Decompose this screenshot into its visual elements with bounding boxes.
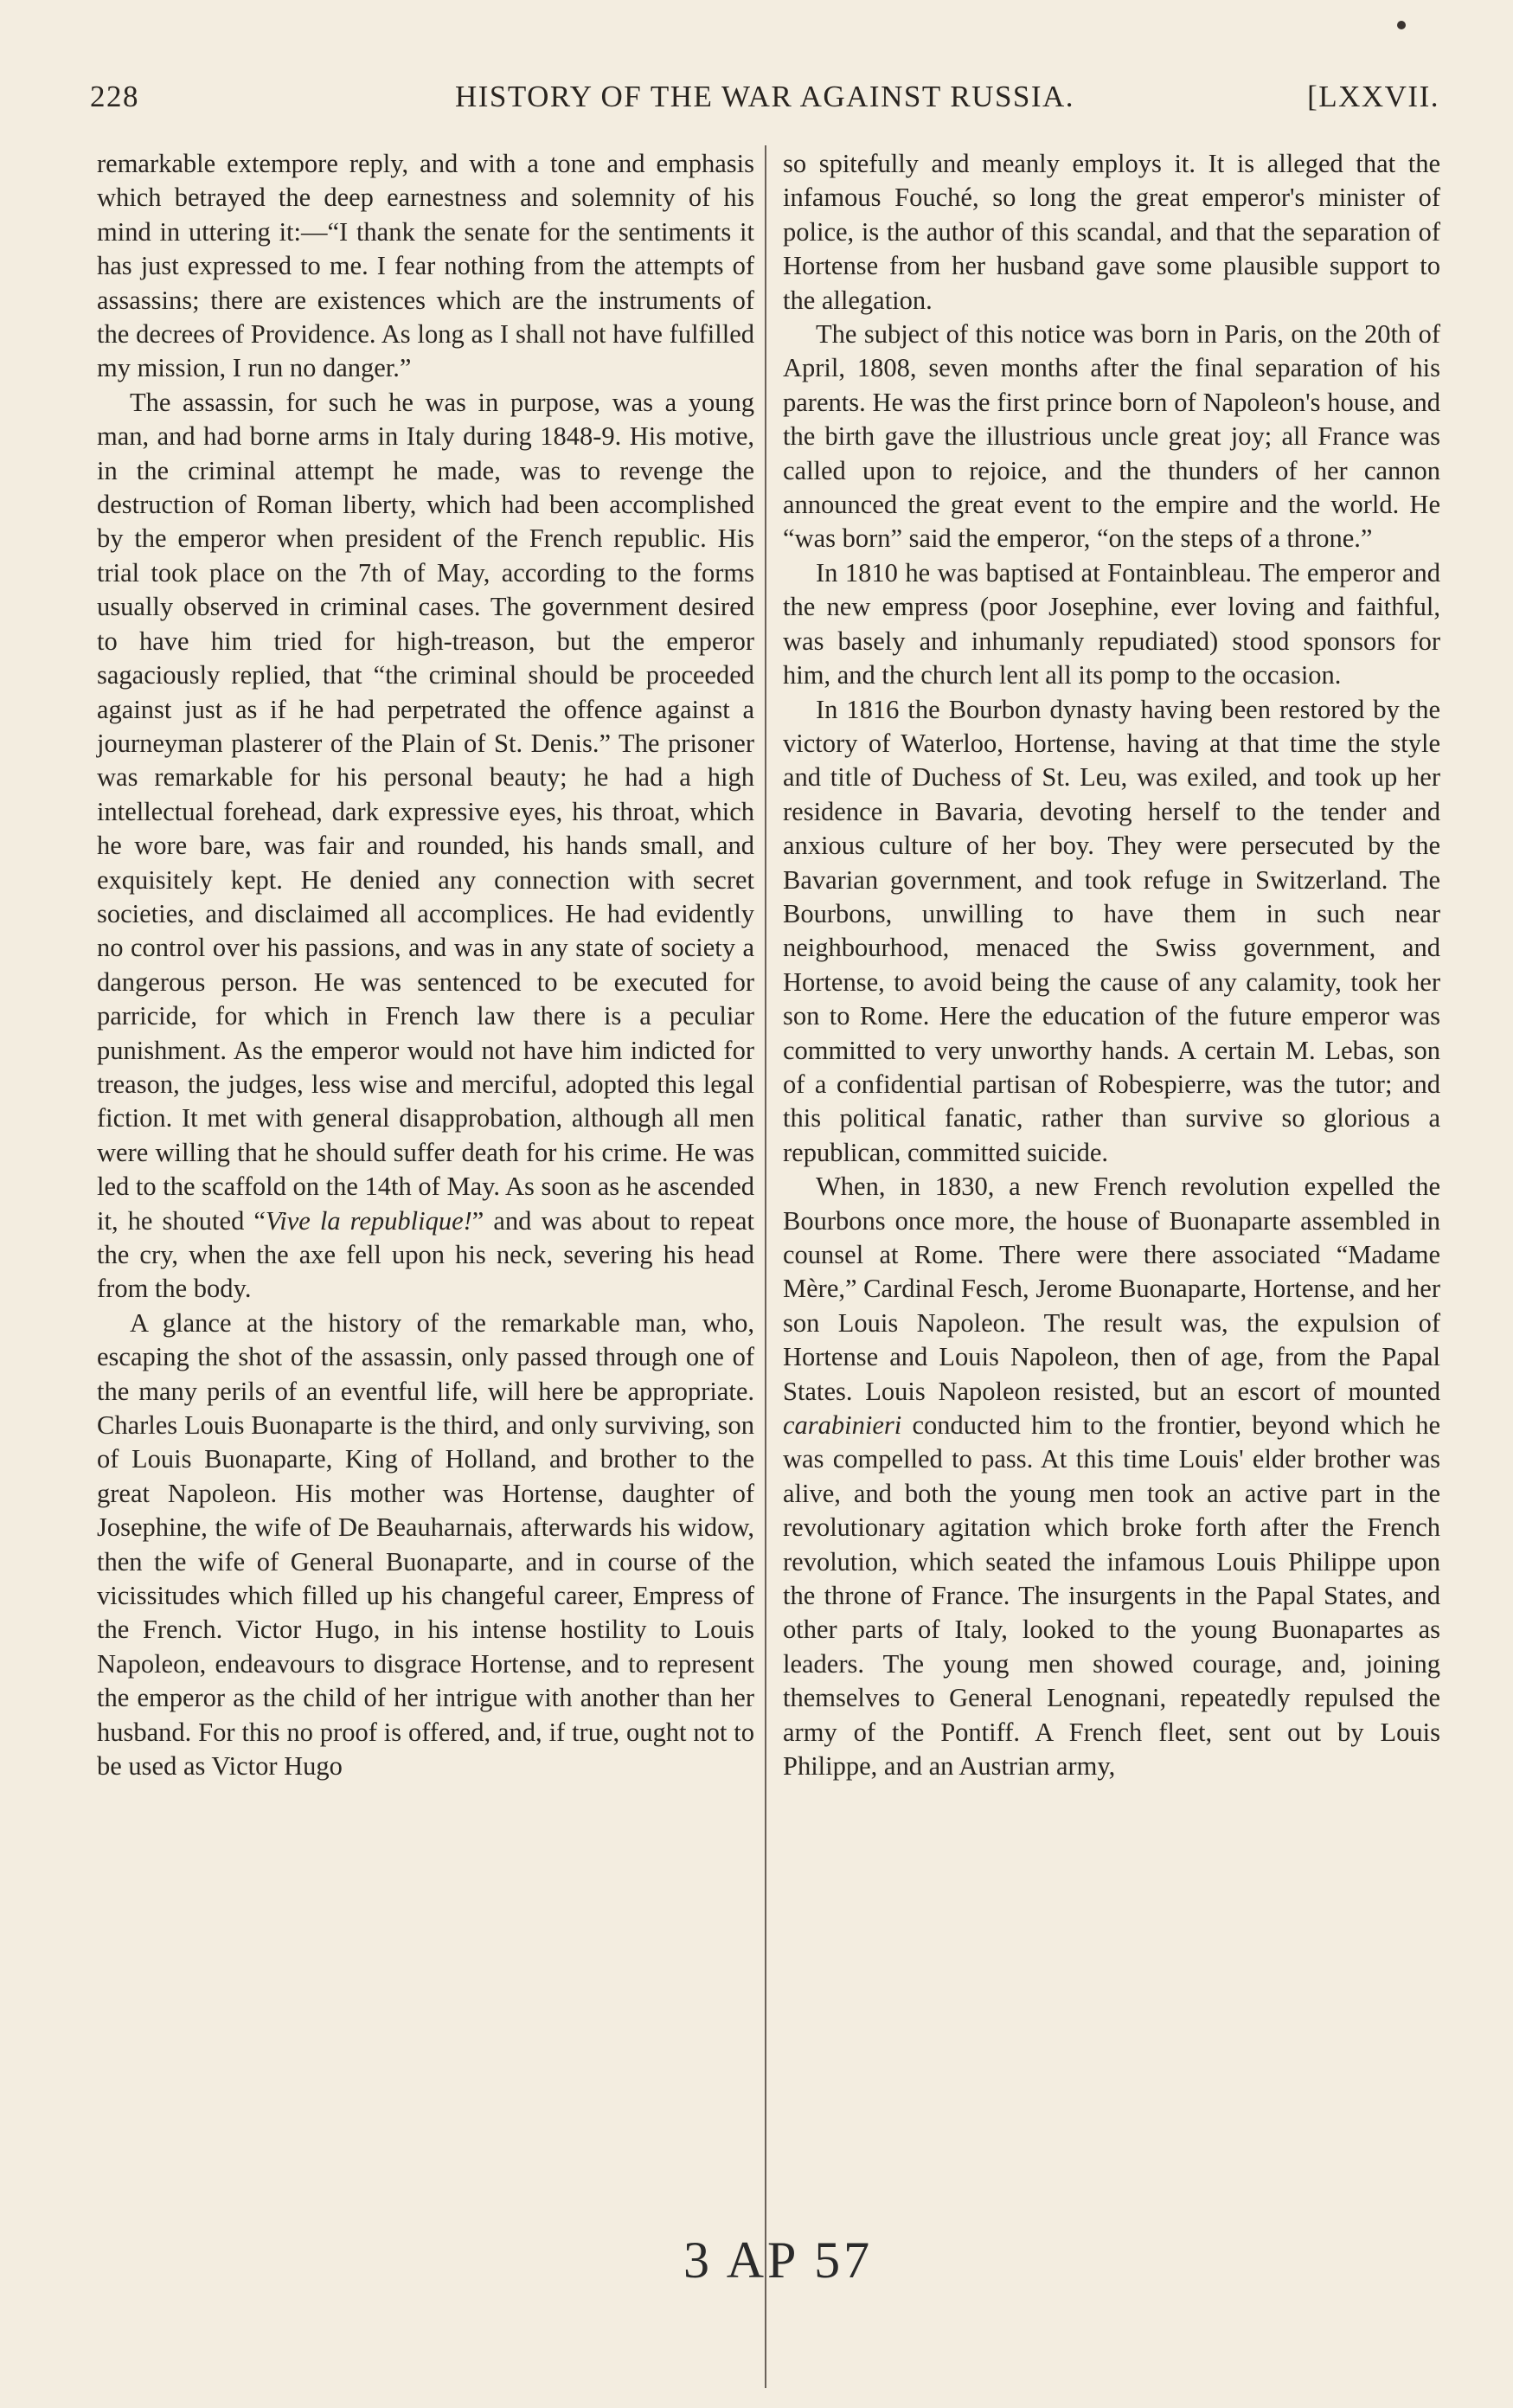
text-run: conducted him to the frontier, beyond which he was compelled to pass. At this time Louis' elder brother was alive, and both the young men took an active part in the revolutionary agitation which broke forth after the French revolution, which seated the infamous Louis Philippe upon the throne of France. The insurgents in the Papal States, and other parts of Italy, looked to the young Buonapartes as leaders. The young men showed courage, and, joining themselves to General Lenognani, repeatedly repulsed the army of the Pontiff. A French fleet, sent out by Louis Philippe, and an Austrian army, (783, 1410, 1440, 1782)
column-divider (765, 145, 766, 2388)
paragraph: A glance at the history of the remarkable man, who, escaping the shot of the assassin, only passed through one of the many perils of an eventful life, will here be appropriate. Charles Louis Buonaparte is the third, and only surviving, son of Louis Buonaparte, King of Holland, and brother to the great Napoleon. His mother was Hortense, daughter of Josephine, the wife of De Beauharnais, afterwards his widow, then the wife of General Buonaparte, and in course of the vicissitudes which filled up his changeful career, Empress of the French. Victor Hugo, in his intense hostility to Louis Napoleon, endeavours to disgrace Hortense, and to represent the emperor as the child of her intrigue with another than her husband. For this no proof is offered, and, if true, ought not to be used as Victor Hugo (97, 1307, 754, 1782)
text-run: When, in 1830, a new French revolution expelled the Bourbons once more, the house of Buonaparte assembled in counsel at Rome. There were there associated “Madame Mère,” Cardinal Fesch, Jerome Buonaparte, Hortense, and her son Louis Napoleon. The result was, the expulsion of Hortense and Louis Napoleon, then of age, from the Papal States. Louis Napoleon resisted, but an escort of mounted (783, 1172, 1440, 1406)
running-header (90, 80, 1439, 123)
italic-text: Vive la republique! (265, 1205, 472, 1236)
page-number: 228 (90, 80, 139, 113)
text-run: ” and was about to repeat the cry, when the axe fell upon his neck, severing his head from the body. (97, 1205, 754, 1304)
running-title: HISTORY OF THE WAR AGAINST RUSSIA. (454, 80, 1075, 113)
paragraph: In 1810 he was baptised at Fontainbleau. The emperor and the new empress (poor Josephine, ever loving and faithful, was basely and inhumanly repudiated) stood sponsors for him, and the church lent all its pomp to the occasion. (783, 557, 1440, 690)
paragraph: remarkable extempore reply, and with a tone and emphasis which betrayed the deep earnestness and solemnity of his mind in uttering it:—“I thank the senate for the sentiments it has just expressed to me. I fear nothing from the attempts of assassins; there are existences which are the instruments of the decrees of Providence. As long as I shall not have fulfilled my mission, I run no danger.” (97, 149, 754, 383)
ink-dot (1397, 21, 1406, 29)
right-column (783, 147, 1440, 1784)
paragraph: In 1816 the Bourbon dynasty having been restored by the victory of Waterloo, Hortense, having at that time the style and title of Duchess of St. Leu, was exiled, and took up her residence in Bavaria, devoting herself to the tender and anxious culture of her boy. They were persecuted by the Bavarian government, and took refuge in Switzerland. The Bourbons, unwilling to have them in such near neighbourhood, menaced the Swiss government, and Hortense, to avoid being the cause of any calamity, took her son to Rome. Here the education of the future emperor was committed to very unworthy hands. A certain M. Lebas, son of a confidential partisan of Robespierre, was the tutor; and this political fanatic, rather than survive so glorious a republican, committed suicide. (783, 694, 1440, 1167)
left-column (97, 147, 754, 1784)
paragraph: The subject of this notice was born in Paris, on the 20th of April, 1808, seven months after the final separation of his parents. He was the first prince born of Napoleon's house, and the birth gave the illustrious uncle great joy; all France was called upon to rejoice, and the thunders of her cannon announced the great event to the empire and the world. He “was born” said the emperor, “on the steps of a throne.” (783, 319, 1440, 554)
italic-text: carabinieri (783, 1410, 902, 1441)
paragraph: so spitefully and meanly employs it. It is alleged that the infamous Fouché, so long the great emperor's minister of police, is the author of this scandal, and that the separation of Hortense from her husband gave some plausible support to the allegation. (783, 149, 1440, 315)
text-run: The assassin, for such he was in purpose, was a young man, and had borne arms in Italy during 1848-9. His motive, in the criminal attempt he made, was to revenge the destruction of Roman liberty, which had been accomplished by the emperor when president of the French republic. His trial took place on the 7th of May, according to the forms usually observed in criminal cases. The government desired to have him tried for high-treason, but the emperor sagaciously replied, that “the criminal should be proceeded against just as if he had perpetrated the offence against a journeyman plasterer of the Plain of St. Denis.” The prisoner was remarkable for his personal beauty; he had a high intellectual forehead, dark expressive eyes, his throat, which he wore bare, was fair and rounded, his hands small, and exquisitely kept. He denied any connection with secret societies, and disclaimed all accomplices. He had evidently no control over his passions, and was in any state of society a dangerous person. He was sentenced to be executed for parricide, for which in French law there is a peculiar punishment. As the emperor would not have him indicted for treason, the judges, less wise and merciful, adopted this legal fiction. It met with general disapprobation, although all men were willing that he should suffer death for his crime. He was led to the scaffold on the 14th of May. As soon as he ascended it, he shouted “ (97, 387, 754, 1236)
paragraph (783, 1170, 1440, 1783)
chapter-number: [LXXVII. (1307, 80, 1439, 113)
paragraph (97, 386, 754, 1307)
catalog-mark: 3 AP 57 (683, 2231, 874, 2289)
